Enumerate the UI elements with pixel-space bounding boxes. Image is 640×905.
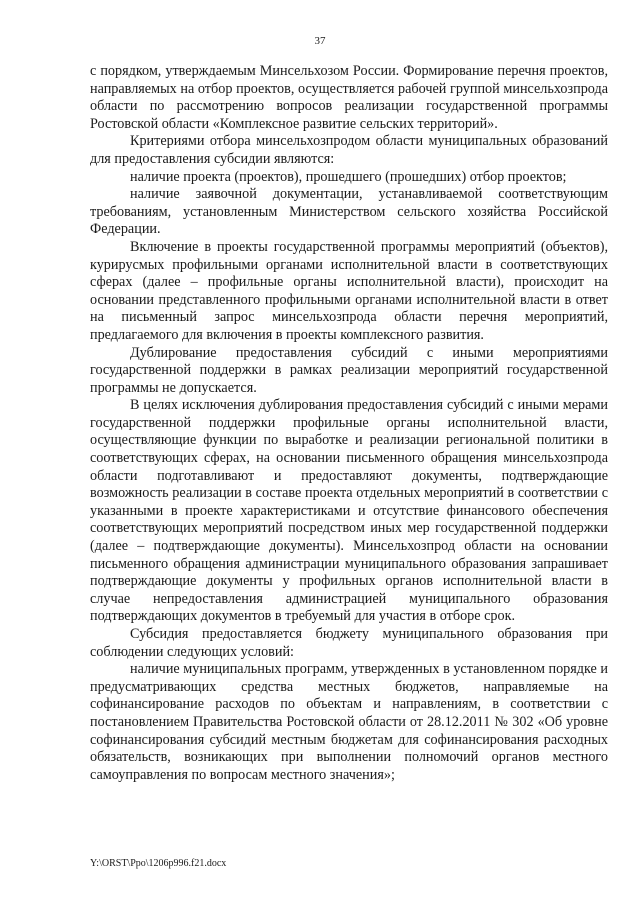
page-number: 37 — [314, 35, 326, 47]
paragraph: наличие заявочной документации, устанавливаемой соответствующим требованиям, установленным Министерством сельского хозяйства Российской Федерации. — [90, 186, 608, 238]
footer-file-path: Y:\ORST\Ppo\1206p996.f21.docx — [90, 858, 227, 869]
paragraph: с порядком, утверждаемым Минсельхозом России. Формирование перечня проектов, направляемых на отбор проектов, осуществляется рабочей группой минсельхозпрода области по рассмотрению вопросов реализации государственной программы Ростовской области «Комплексное развитие сельских территорий». — [90, 63, 608, 132]
paragraph: Включение в проекты государственной программы мероприятий (объектов), курирусмых профильными органами исполнительной власти в соответствующих сферах (далее – профильные органы исполнительной власти), происходит на основании представленного профильными органами исполнительной власти в ответ на письменный запрос минсельхозпрода области перечня мероприятий, предлагаемого для включения в проекты комплексного развития. — [90, 238, 608, 343]
document-body — [90, 63, 608, 784]
paragraph: Дублирование предоставления субсидий с иными мероприятиями государственной поддержки в рамках реализации мероприятий государственной программы не допускается. — [90, 344, 608, 396]
paragraph: наличие муниципальных программ, утвержденных в установленном порядке и предусматривающих средства местных бюджетов, направляемые на софинансирование расходов по объектам и направлениям, в соответствии с постановлением Правительства Ростовской области от 28.12.2011 № 302 «Об уровне софинансирования субсидий местным бюджетам для софинансирования расходных обязательств, возникающих при выполнении полномочий органов местного самоуправления по вопросам местного значения»; — [90, 661, 608, 783]
paragraph: Критериями отбора минсельхозпродом области муниципальных образований для предоставления субсидии являются: — [90, 133, 608, 167]
paragraph: наличие проекта (проектов), прошедшего (прошедших) отбор проектов; — [130, 168, 567, 185]
paragraph: В целях исключения дублирования предоставления субсидий с иными мерами государственной поддержки профильные органы исполнительной власти, осуществляющие функции по выработке и реализации региональной политики в соответствующих сферах, на основании письменного обращения минсельхозпрода области подготавливают и предоставляют документы, подтверждающие возможность реализации в составе проекта отдельных мероприятий в соответствии с указанными в проекте характеристиками и отсутствие финансового обеспечения соответствующих мероприятий посредством иных мер государственной поддержки (далее – подтверждающие документы). Минсельхозпрод области на основании письменного обращения администрации муниципального образования запрашивает подтверждающие документы у профильных органов исполнительной власти в случае непредоставления администрацией муниципального образования подтверждающих документов в требуемый для участия в отборе срок. — [90, 397, 608, 625]
paragraph: Субсидия предоставляется бюджету муниципального образования при соблюдении следующих условий: — [90, 626, 608, 660]
